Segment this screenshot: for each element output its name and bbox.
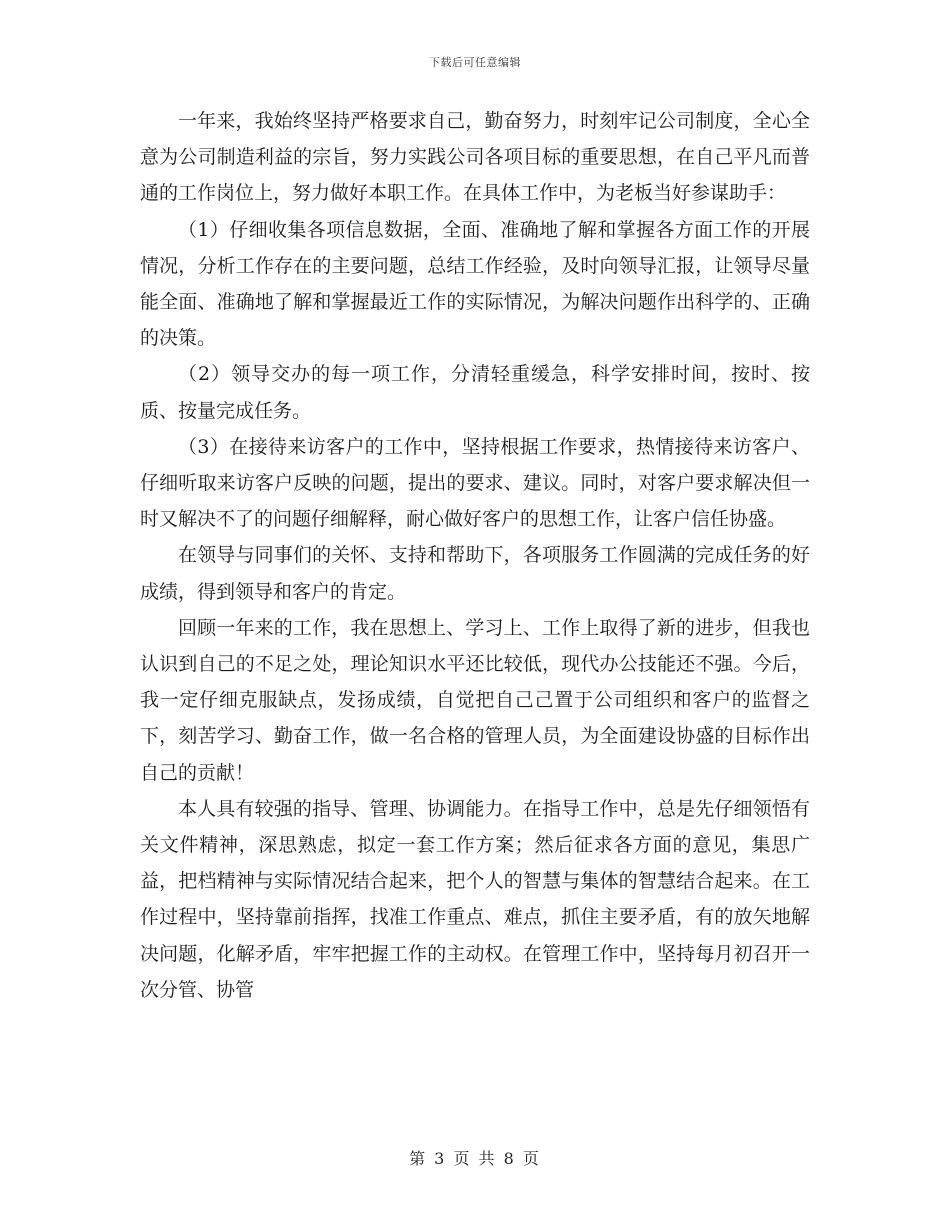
paragraph-ability: 本人具有较强的指导、管理、协调能力。在指导工作中，总是先仔细领悟有关文件精神，深思熟虑，拟定一套工作方案；然后征求各方面的意见，集思广益，把档精神与实际情况结合起来，把个人的智慧与集体的智慧结合起来。在工作过程中，坚持靠前指挥，找准工作重点、难点，抓住主要矛盾，有的放矢地解决问题，化解矛盾，牢牢把握工作的主动权。在管理工作中，坚持每月初召开一次分管、协管 — [140, 797, 810, 1001]
document-body — [140, 103, 810, 1008]
paragraph-review: 回顾一年来的工作，我在思想上、学习上、工作上取得了新的进步，但我也认识到自己的不足之处，理论知识水平还比较低，现代办公技能还不强。今后，我一定仔细克服缺点，发扬成绩，自觉把自己己置于公司组织和客户的监督之下，刻苦学习、勤奋工作，做一名合格的管理人员，为全面建设协盛的目标作出自己的贡献！ — [140, 616, 810, 784]
paragraph-intro: 一年来，我始终坚持严格要求自己，勤奋努力，时刻牢记公司制度，全心全意为公司制造利益的宗旨，努力实践公司各项目标的重要思想，在自己平凡而普通的工作岗位上，努力做好本职工作。在具体工作中，为老板当好参谋助手： — [140, 110, 810, 205]
paragraph-item-1: （1）仔细收集各项信息数据，全面、准确地了解和掌握各方面工作的开展情况，分析工作存在的主要问题，总结工作经验，及时向领导汇报，让领导尽量能全面、准确地了解和掌握最近工作的实际情况，为解决问题作出科学的、正确的决策。 — [140, 218, 810, 350]
page-number: 第 3 页 共 8 页 — [409, 1149, 541, 1168]
paragraph-item-2: （2）领导交办的每一项工作，分清轻重缓急，科学安排时间，按时、按质、按量完成任务。 — [140, 363, 810, 422]
paragraph-achievement: 在领导与同事们的关怀、支持和帮助下，各项服务工作圆满的完成任务的好成绩，得到领导和客户的肯定。 — [140, 544, 810, 603]
paragraph-item-3: （3）在接待来访客户的工作中，坚持根据工作要求，热情接待来访客户、仔细听取来访客户反映的问题，提出的要求、建议。同时，对客户要求解决但一时又解决不了的问题仔细解释，耐心做好客户的思想工作，让客户信任协盛。 — [140, 435, 810, 531]
page-header: 下载后可任意编辑 — [429, 56, 521, 69]
